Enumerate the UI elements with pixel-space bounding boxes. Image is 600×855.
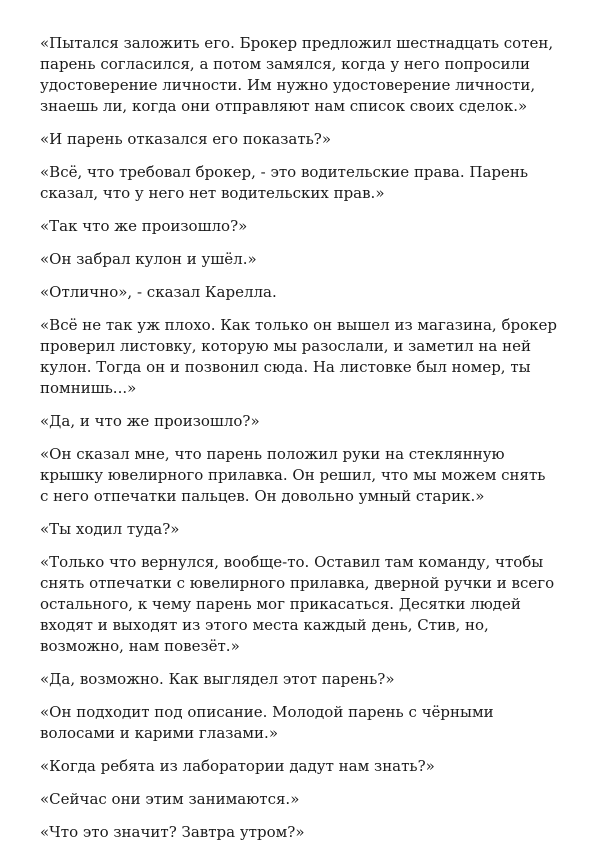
paragraph: «Только что вернулся, вообще-то. Оставил там команду, чтобы снять отпечатки с ювелирного прилавка, дверной ручки и всего остального, к чему парень мог прикасаться. Десятки людей входят и выходят из этого места каждый день, Стив, но, возможно, нам повезёт.»	[40, 553, 555, 655]
paragraph: «Всё не так уж плохо. Как только он вышел из магазина, брокер проверил листовку, которую мы разослали, и заметил на ней кулон. Тогда он и позвонил сюда. На листовке был номер, ты помнишь...»	[40, 316, 557, 397]
paragraph: «Когда ребята из лаборатории дадут нам знать?»	[40, 757, 435, 775]
paragraph: «И парень отказался его показать?»	[40, 130, 331, 148]
paragraph: «Всё, что требовал брокер, - это водительские права. Парень сказал, что у него нет водительских прав.»	[40, 163, 529, 202]
paragraph: «Пытался заложить его. Брокер предложил шестнадцать сотен, парень согласился, а потом замялся, когда у него попросили удостоверение личности. Им нужно удостоверение личности, знаешь ли, когда они отправляют нам список своих сделок.»	[40, 34, 554, 115]
paragraph: «Он забрал кулон и ушёл.»	[40, 250, 257, 268]
paragraph: «Да, возможно. Как выглядел этот парень?»	[40, 670, 395, 688]
paragraph: «Да, и что же произошло?»	[40, 412, 260, 430]
paragraph: «Он сказал мне, что парень положил руки на стеклянную крышку ювелирного прилавка. Он решил, что мы можем снять с него отпечатки пальцев. Он довольно умный старик.»	[40, 445, 546, 505]
paragraph: «Что это значит? Завтра утром?»	[40, 823, 305, 841]
paragraph: «Так что же произошло?»	[40, 217, 248, 235]
paragraph: «Ты ходил туда?»	[40, 520, 180, 538]
paragraph: «Сейчас они этим занимаются.»	[40, 790, 300, 808]
paragraph: «Он подходит под описание. Молодой парень с чёрными волосами и карими глазами.»	[40, 703, 494, 742]
paragraph: «Отлично», - сказал Карелла.	[40, 283, 277, 301]
document-text	[40, 33, 560, 855]
